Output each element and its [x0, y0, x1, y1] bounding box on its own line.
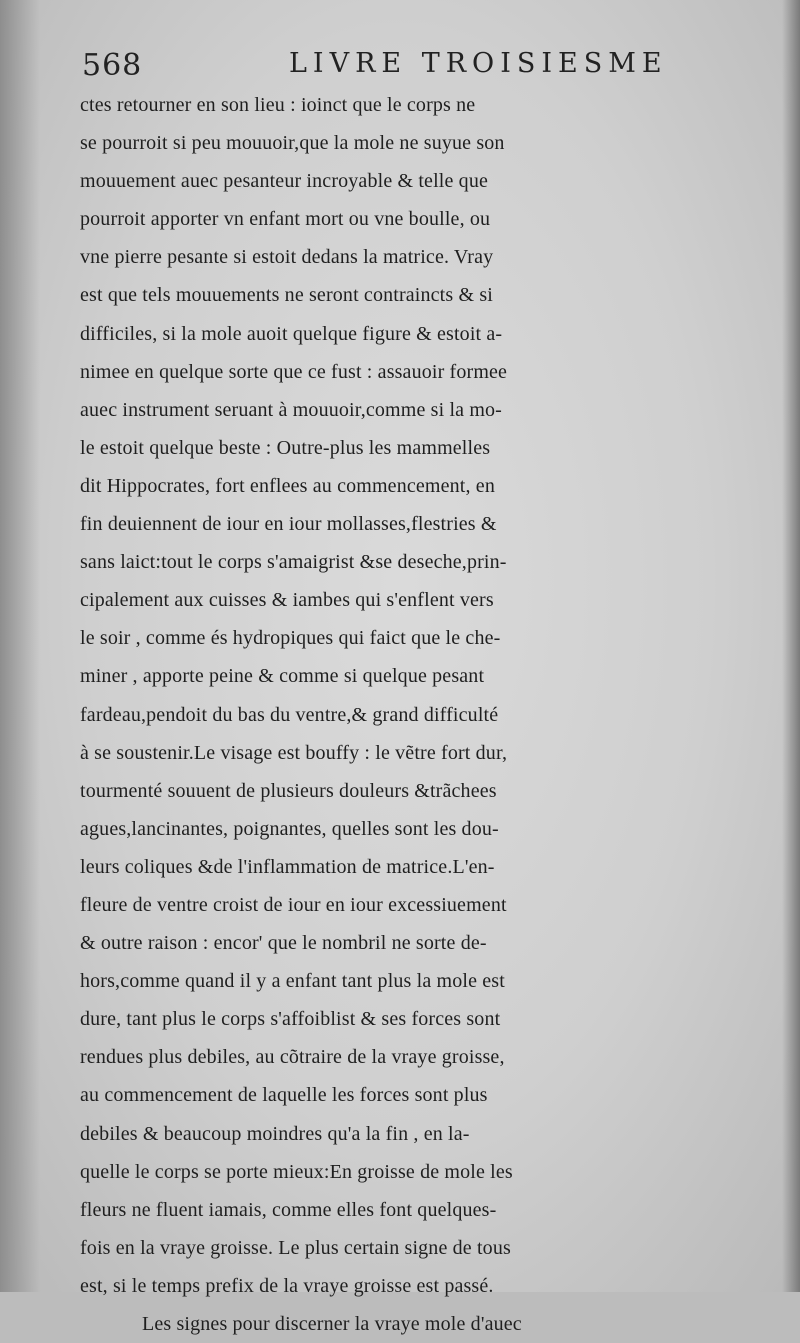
- text-line: se pourroit si peu mouuoir,que la mole ne suyue son: [80, 132, 505, 155]
- text-line: ctes retourner en son lieu : ioinct que le corps ne: [80, 94, 476, 116]
- text-line: agues,lancinantes, poignantes, quelles sont les dou-: [80, 817, 499, 840]
- text-line: & outre raison : encor' que le nombril ne sorte de-: [80, 932, 487, 955]
- text-line: fleurs ne fluent iamais, comme elles font quelques-: [80, 1198, 497, 1221]
- text-line: nimee en quelque sorte que ce fust : assauoir formee: [80, 360, 508, 383]
- text-line: dit Hippocrates, fort enflees au commencement, en: [80, 474, 495, 497]
- text-line: miner , apporte peine & comme si quelque pesant: [80, 665, 485, 688]
- running-title: LIVRE TROISIESME: [289, 48, 668, 79]
- text-line: tourmenté souuent de plusieurs douleurs &trãchees: [80, 779, 497, 802]
- text-line: difficiles, si la mole auoit quelque figure & estoit a-: [80, 322, 503, 345]
- text-line: pourroit apporter vn enfant mort ou vne boulle, ou: [80, 208, 491, 231]
- text-line: est que tels mouuements ne seront contraincts & si: [80, 284, 493, 307]
- text-line: dure, tant plus le corps s'affoiblist & ses forces sont: [80, 1008, 501, 1031]
- gutter-shadow: [0, 0, 40, 1292]
- text-line: cipalement aux cuisses & iambes qui s'enflent vers: [80, 589, 494, 612]
- text-line: fleure de ventre croist de iour en iour excessiuement: [80, 893, 507, 916]
- text-line: fois en la vraye groisse. Le plus certain signe de tous: [80, 1236, 511, 1259]
- text-line: debiles & beaucoup moindres qu'a la fin , en la-: [80, 1122, 470, 1145]
- page-header: [82, 48, 678, 88]
- text-line: auec instrument seruant à mouuoir,comme si la mo-: [80, 398, 502, 421]
- text-line: à se soustenir.Le visage est bouffy : le vẽtre fort dur,: [80, 741, 508, 764]
- text-line: le estoit quelque beste : Outre-plus les mammelles: [80, 436, 491, 459]
- text-line: mouuement auec pesanteur incroyable & telle que: [80, 170, 488, 193]
- text-line: leurs coliques &de l'inflammation de matrice.L'en-: [80, 855, 495, 878]
- text-line: fin deuiennent de iour en iour mollasses,flestries &: [80, 513, 497, 536]
- text-line: hors,comme quand il y a enfant tant plus la mole est: [80, 970, 505, 993]
- text-line: sans laict:tout le corps s'amaigrist &se deseche,prin-: [80, 551, 507, 574]
- text-line: quelle le corps se porte mieux:En groisse de mole les: [80, 1160, 513, 1183]
- text-line: au commencement de laquelle les forces sont plus: [80, 1084, 488, 1107]
- body-text: [80, 86, 800, 1343]
- page-number: 568: [82, 48, 143, 83]
- text-line: vne pierre pesante si estoit dedans la matrice. Vray: [80, 246, 494, 269]
- text-line: fardeau,pendoit du bas du ventre,& grand difficulté: [80, 703, 499, 726]
- text-line: rendues plus debiles, au cõtraire de la vraye groisse,: [80, 1046, 505, 1069]
- text-line: Les signes pour discerner la vraye mole d'auec: [142, 1313, 522, 1335]
- text-line: le soir , comme és hydropiques qui faict que le che-: [80, 627, 501, 650]
- text-line: est, si le temps prefix de la vraye groisse est passé.: [80, 1274, 494, 1297]
